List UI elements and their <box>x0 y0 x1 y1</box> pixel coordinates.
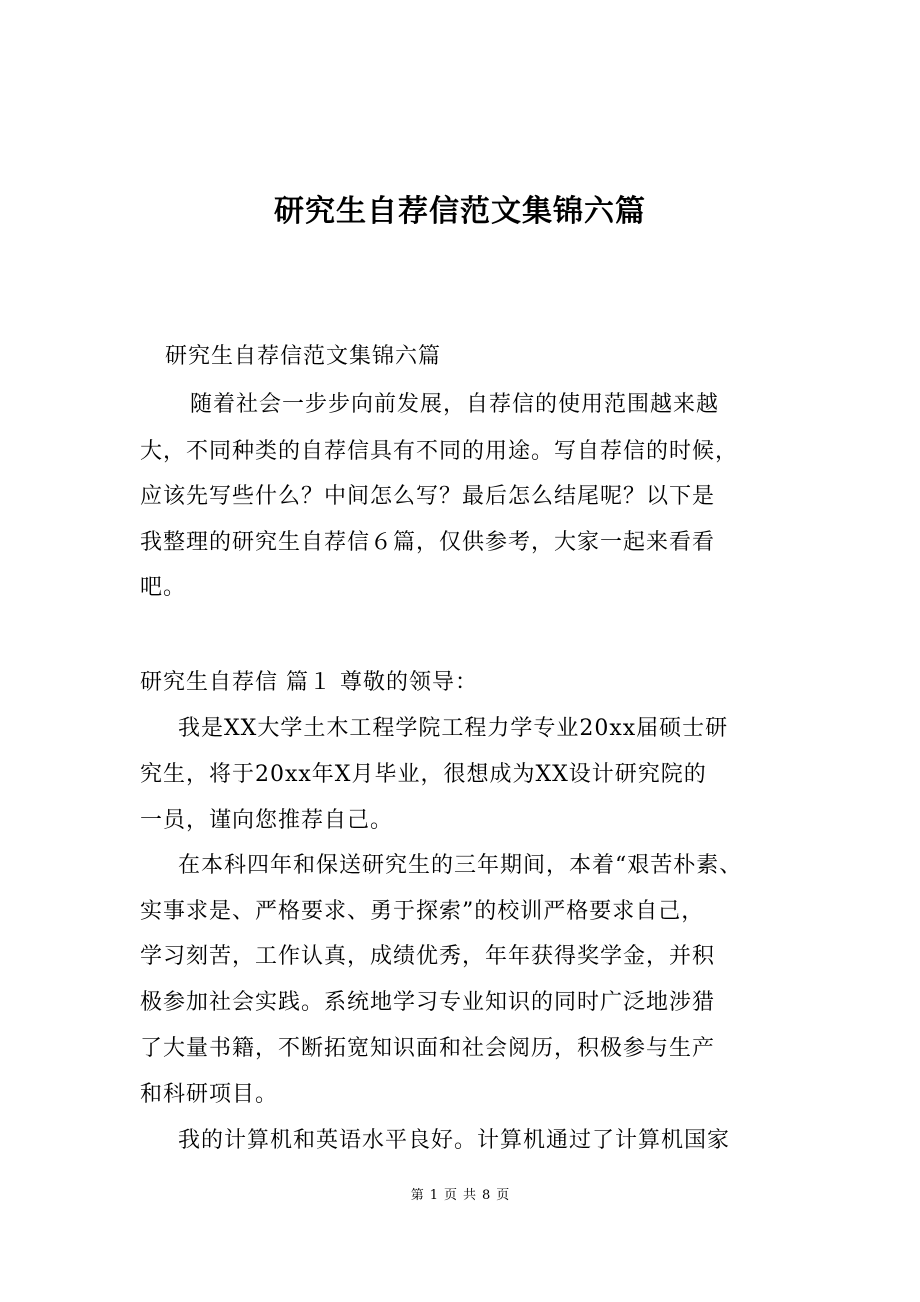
subtitle-line: 研究生自荐信范文集锦六篇 <box>165 344 442 369</box>
paragraph-line: 一员，谨向您推荐自己。 <box>140 808 394 833</box>
paragraph-line: 和科研项目。 <box>140 1082 279 1107</box>
paragraph-line: 我整理的研究生自荐信６篇，仅供参考，大家一起来看看 <box>140 530 716 555</box>
paragraph-line: 究生，将于20xx年X月毕业，很想成为XX设计研究院的 <box>140 762 707 787</box>
footer-total-label: 共 <box>463 1188 477 1203</box>
paragraph-line: 应该先写些什么？中间怎么写？最后怎么结尾呢？以下是 <box>140 484 716 509</box>
document-title: 研究生自荐信范文集锦六篇 <box>274 194 646 229</box>
paragraph-line: 极参加社会实践。系统地学习专业知识的同时广泛地涉猎 <box>140 990 716 1015</box>
paragraph-line: 大，不同种类的自荐信具有不同的用途。写自荐信的时候， <box>140 439 739 464</box>
footer-current-page: 1 <box>429 1188 438 1203</box>
paragraph-line: 在本科四年和保送研究生的三年期间，本着“艰苦朴素、 <box>178 853 743 878</box>
paragraph-line: 实事求是、严格要求、勇于探索”的校训严格要求自己， <box>140 899 705 924</box>
footer-total-pages: 8 <box>482 1188 491 1203</box>
paragraph-line: 我是XX大学土木工程学院工程力学专业20xx届硕士研 <box>178 716 729 741</box>
footer-page-unit: 页 <box>443 1188 457 1203</box>
paragraph-line: 了大量书籍，不断拓宽知识面和社会阅历，积极参与生产 <box>140 1036 716 1061</box>
paragraph-line: 我的计算机和英语水平良好。计算机通过了计算机国家 <box>178 1128 731 1153</box>
paragraph-line: 吧。 <box>140 575 187 600</box>
footer-prefix: 第 <box>410 1188 424 1203</box>
footer-suffix: 页 <box>496 1188 510 1203</box>
section-heading: 研究生自荐信 篇１ 尊敬的领导： <box>140 670 478 695</box>
page-footer <box>0 1186 920 1206</box>
paragraph-line: 随着社会一步步向前发展，自荐信的使用范围越来越 <box>190 392 720 417</box>
paragraph-line: 学习刻苦，工作认真，成绩优秀，年年获得奖学金，并积 <box>140 944 716 969</box>
